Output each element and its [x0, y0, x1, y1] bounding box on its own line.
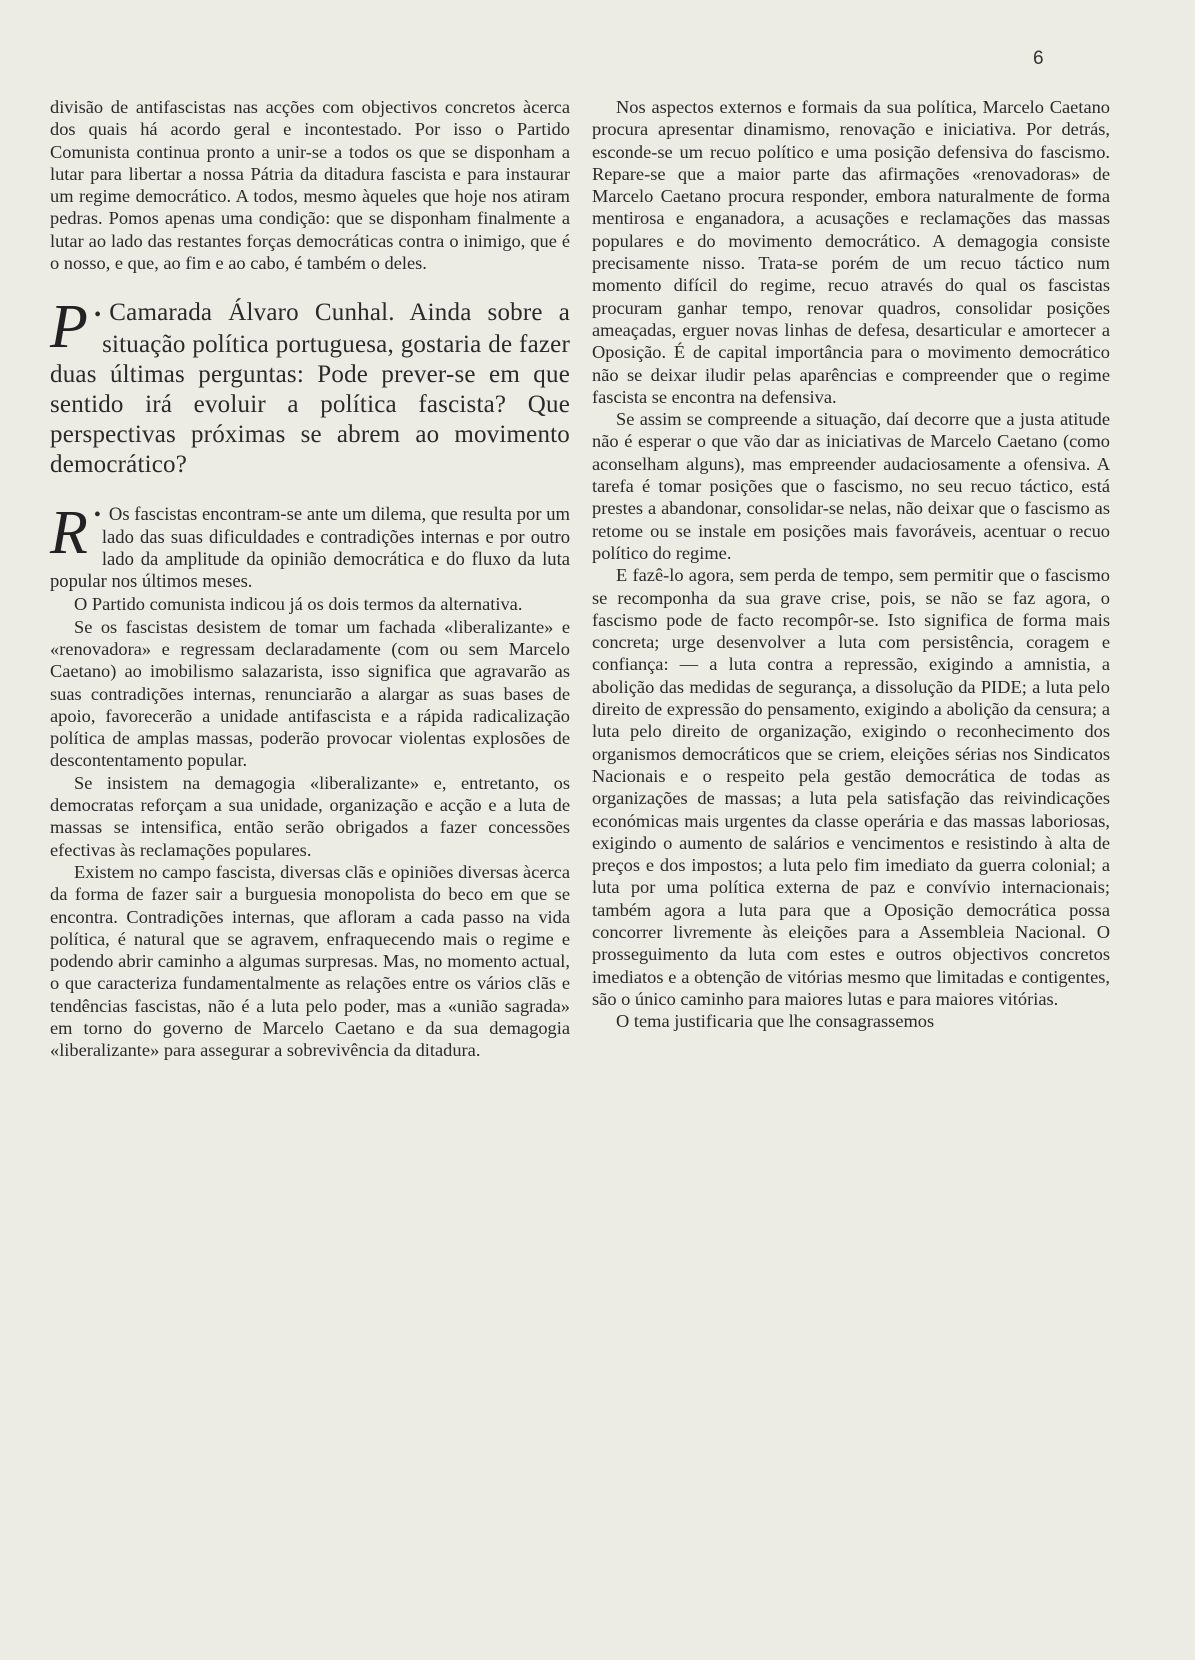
right-column: [592, 96, 1110, 1032]
answer-paragraph-1: Os fascistas encontram-se ante um dilema, que resulta por um lado das suas dificuldades e contradições internas e por outro lado da amplitude da opinião democrática e do fluxo da luta popular nos últimos meses.: [50, 503, 570, 593]
answer-paragraph-3: Se os fascistas desistem de tomar um fachada «liberalizante» e «renovadora» e regressam declaradamente (com ou sem Marcelo Caetano) ao imobilismo salazarista, isso significa que agravarão as suas contradições internas, renunciarão a alargar as suas bases de apoio, favorecerão a unidade antifascista e a rápida radicalização política de amplas massas, poderão provocar violentas explosões de descontentamento popular.: [50, 616, 570, 771]
page-number: 6: [1033, 48, 1044, 69]
right-paragraph-3: E fazê-lo agora, sem perda de tempo, sem permitir que o fascismo se recomponha da sua grave crise, pois, se não se faz agora, o fascismo pode de facto recompôr-se. Isto significa de forma mais concreta; urge desenvolver a luta com persistência, coragem e confiança: — a luta contra a repressão, exigindo a amnistia, a abolição das medidas de segurança, a dissolução da PIDE; a luta pelo direito de expressão do pensamento, exigindo a abolição da censura; a luta pelo direito de organização, exigindo o reconhecimento dos organismos democráticos que se criem, eleições sérias nos Sindicatos Nacionais e o respeito pela gestão democrática de todas as organizações de massas; a luta pela satisfação das reivindicações económicas mais urgentes da classe operária e das massas laboriosas, exigindo o aumento de salários e vencimentos e resistindo à alta de preços e dos impostos; a luta pelo fim imediato da guerra colonial; a luta por uma política externa de paz e convívio internacionais; também agora a luta para que a Oposição democrática possa concorrer livremente às eleições para a Assembleia Nacional. O prosseguimento da luta com estes e outros objectivos concretos imediatos e a obtenção de vitórias mesmo que limitadas e contigentes, são o único caminho para maiores lutas e para maiores vitórias.: [592, 565, 1110, 1009]
interview-question: P • Camarada Álvaro Cunhal. Ainda sobre a situação política portuguesa, gostaria de fazer duas últimas perguntas: Pode prever-se em que sentido irá evoluir a política fascista? Que perspectivas próximas se abrem ao movimento democrático?: [50, 293, 570, 478]
answer-paragraph-5: Existem no campo fascista, diversas clãs e opiniões diversas àcerca da forma de fazer sair a burguesia monopolista do beco em que se encontra. Contradições internas, que afloram a cada passo na vida política, é natural que se agravem, enfraquecendo mais o regime e podendo abrir caminho a algumas surpresas. Mas, no momento actual, o que caracteriza fundamentalmente as relações entre os vários clãs e tendências fascistas, não é a luta pelo poder, mas a «união sagrada» em torno do governo de Marcelo Caetano e da sua demagogia «liberalizante» para assegurar a sobrevivência da ditadura.: [50, 861, 570, 1061]
interview-answer: R • Os fascistas encontram-se ante um dilema, que resulta por um lado das suas dificuldades e contradições internas e por outro lado da amplitude da opinião democrática e do fluxo da luta popular nos últimos meses.: [50, 498, 570, 593]
right-paragraph-2: Se assim se compreende a situação, daí decorre que a justa atitude não é esperar o que vão dar as iniciativas de Marcelo Caetano (como aconselham alguns), mas empreender audaciosamente a ofensiva. A tarefa é tomar posições que o fascismo, no seu recuo táctico, está prestes a abandonar, consolidar-se nelas, não deixar que o fascismo as retome ou se instale em posições mais favoráveis, acentuar o recuo político do regime.: [592, 409, 1110, 563]
question-text: Camarada Álvaro Cunhal. Ainda sobre a situação política portuguesa, gostaria de fazer duas últimas perguntas: Pode prever-se em que sentido irá evoluir a política fascista? Que perspectivas próximas se abrem ao movimento democrático?: [50, 299, 570, 478]
question-dropcap: P: [50, 293, 89, 362]
answer-paragraph-4: Se insistem na demagogia «liberalizante» e, entretanto, os democratas reforçam a sua unidade, organização e acção e a luta de massas se intensifica, então serão obrigados a fazer concessões efectivas às reclamações populares.: [50, 772, 570, 860]
right-paragraph-4: O tema justificaria que lhe consagrassemos: [616, 1011, 935, 1032]
right-paragraph-1: Nos aspectos externos e formais da sua política, Marcelo Caetano procura apresentar dinamismo, renovação e iniciativa. Por detrás, esconde-se um recuo político e uma posição defensiva do fascismo. Repare-se que a maior parte das afirmações «renovadoras» de Marcelo Caetano procura responder, embora naturalmente de forma mentirosa e enganadora, a acusações e reclamações das massas populares e do movimento democrático. A demagogia consiste precisamente nisso. Trata-se porém de um recuo táctico num momento difícil do regime, recuo através do qual os fascistas procuram ganhar tempo, renovar quadros, consolidar posições ameaçadas, erguer novas linhas de defesa, desarticular e amortecer a Oposição. É de capital importância para o movimento democrático não se deixar iludir pelas aparências e compreender que o regime fascista se encontra na defensiva.: [592, 97, 1110, 407]
left-column: [50, 96, 570, 1062]
answer-paragraph-2: O Partido comunista indicou já os dois termos da alternativa.: [74, 594, 523, 615]
answer-dropcap: R: [50, 498, 88, 567]
intro-paragraph: divisão de antifascistas nas acções com objectivos concretos àcerca dos quais há acordo geral e incontestado. Por isso o Partido Comunista continua pronto a unir-se a todos os que se disponham a lutar para libertar a nossa Pátria da ditadura fascista e para instaurar um regime democrático. A todos, mesmo àqueles que hoje nos atiram pedras. Pomos apenas uma condição: que se disponham finalmente a lutar ao lado das restantes forças democráticas contra o inimigo, que é o nosso, e que, ao fim e ao cabo, é também o deles.: [50, 97, 570, 274]
